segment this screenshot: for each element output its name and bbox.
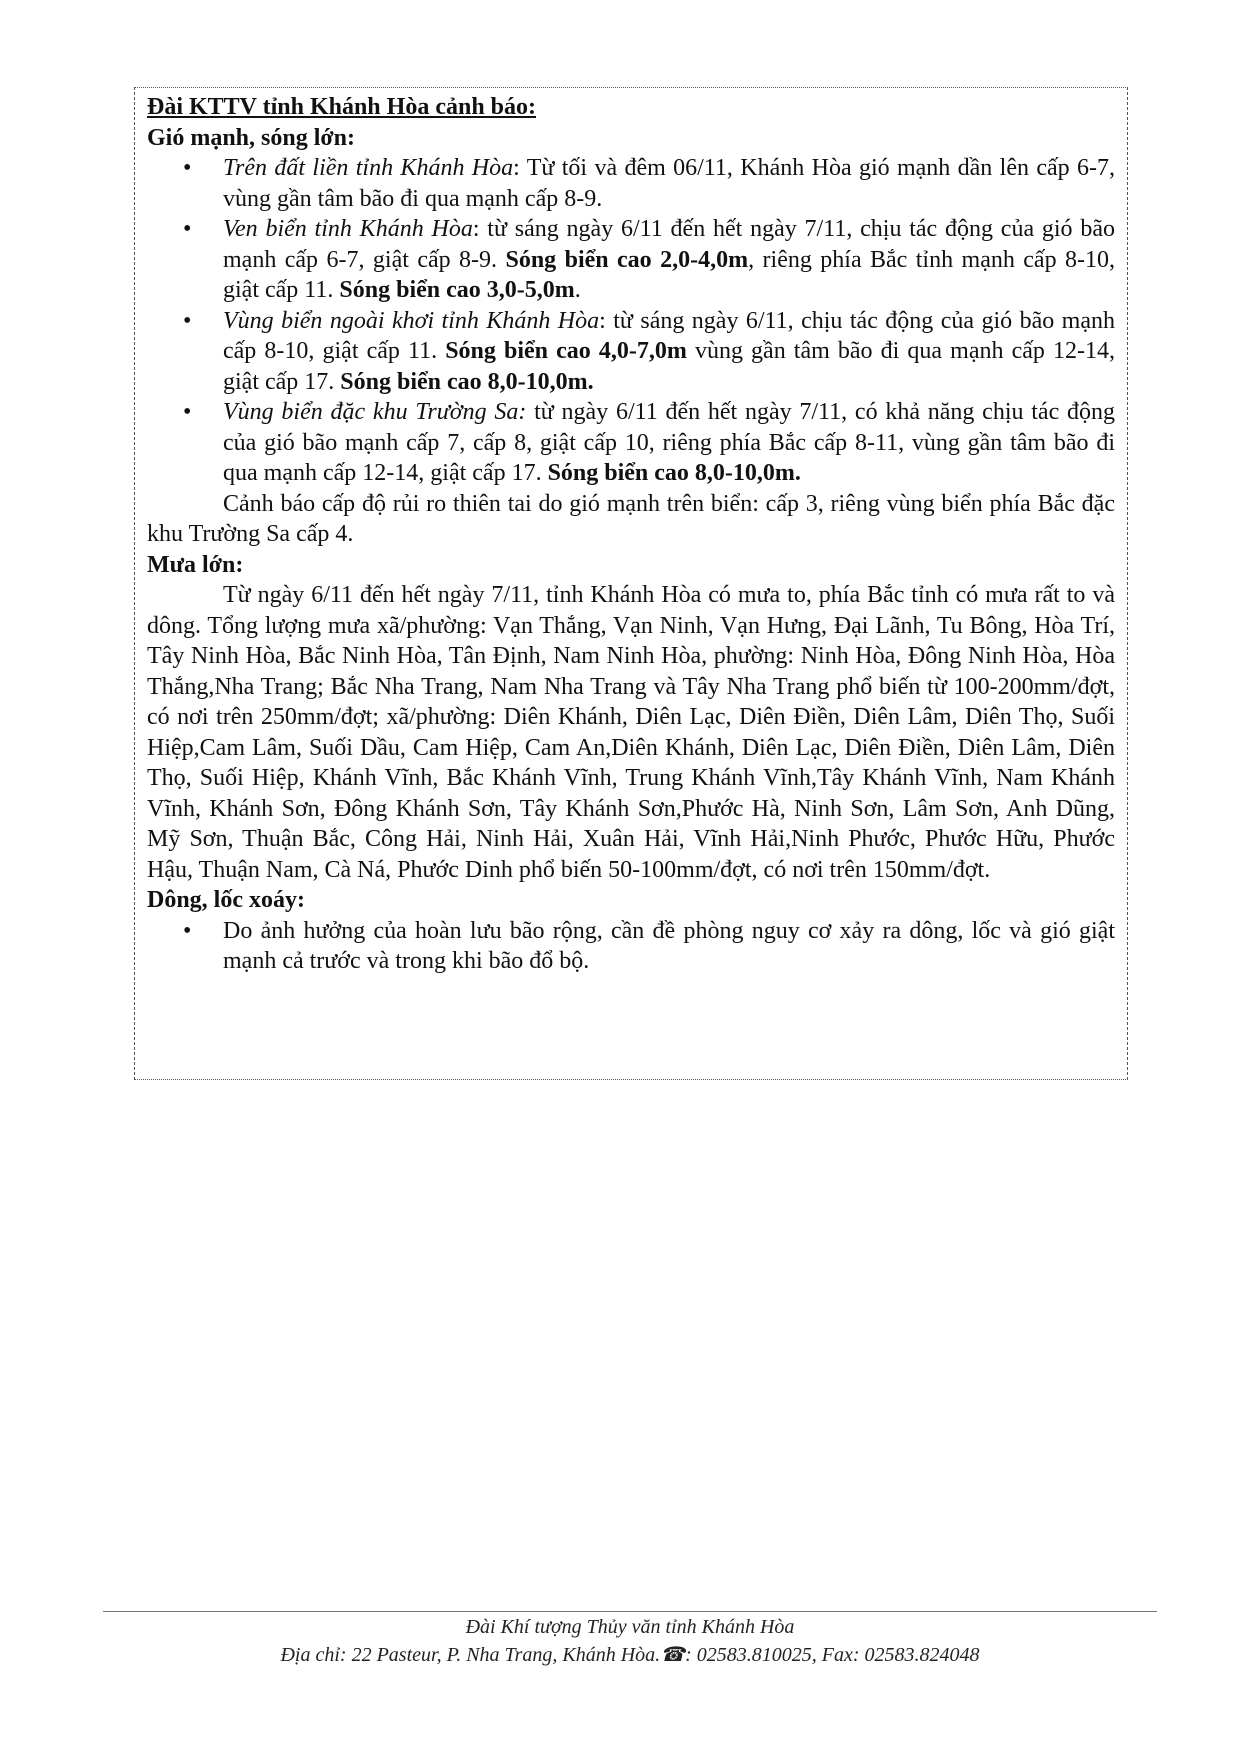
storm-text: Do ảnh hưởng của hoàn lưu bão rộng, cần đề phòng nguy cơ xảy ra dông, lốc và gió giật mạnh cả trước và trong khi bão đổ bộ. <box>223 917 1115 974</box>
rain-section-heading: Mưa lớn: <box>147 551 244 578</box>
list-item <box>147 214 1115 306</box>
warning-title: Đài KTTV tỉnh Khánh Hòa cảnh báo: <box>147 94 537 120</box>
storm-section-heading: Dông, lốc xoáy: <box>147 887 305 913</box>
area-name: Vùng biển đặc khu Trường Sa: <box>223 399 527 425</box>
warning-box <box>134 87 1128 1080</box>
area-name: Vùng biển ngoài khơi tỉnh Khánh Hòa <box>223 307 600 334</box>
area-text: : từ sáng ngày 6/11, chịu tác động của gió bão mạnh cấp 8-10, giật cấp 11. <box>223 307 1116 364</box>
phone-icon: ☎ <box>660 1644 686 1666</box>
area-text: : Từ tối và đêm 06/11, Khánh Hòa gió mạnh dần lên cấp 6-7, vùng gần tâm bão đi qua mạnh cấp 8-9. <box>223 155 1115 212</box>
area-text: từ ngày 6/11 đến hết ngày 7/11, có khả năng chịu tác động của gió bão mạnh cấp 7, cấp 8, giật cấp 10, riêng phía Bắc cấp 8-11, vùng gần tâm bão đi qua mạnh cấp 12-14, giật cấp 17. <box>223 399 1115 486</box>
list-item <box>147 153 1115 214</box>
area-name: Ven biển tỉnh Khánh Hòa <box>223 216 473 242</box>
bullet-icon: • <box>183 399 192 425</box>
wave-height: Sóng biển cao 8,0-10,0m. <box>340 368 594 395</box>
list-item <box>147 916 1115 977</box>
storm-list <box>147 916 1115 977</box>
rain-text: Từ ngày 6/11 đến hết ngày 7/11, tỉnh Khánh Hòa có mưa to, phía Bắc tỉnh có mưa rất to và dông. Tổng lượng mưa xã/phường: Vạn Thắng, Vạn Ninh, Vạn Hưng, Đại Lãnh, Tu Bông, Hòa Trí, Tây Ninh Hòa, Bắc Ninh Hòa, Tân Định, Nam Ninh Hòa, phường: Ninh Hòa, Đông Ninh Hòa, Hòa Thắng,Nha Trang; Bắc Nha Trang, Nam Nha Trang và Tây Nha Trang phổ biến từ 100-200mm/đợt, có nơi trên 250mm/đợt; xã/phường: Diên Khánh, Diên Lạc, Diên Điền, Diên Lâm, Diên Thọ, Suối Hiệp,Cam Lâm, Suối Dầu, Cam Hiệp, Cam An,Diên Khánh, Diên Lạc, Diên Điền, Diên Lâm, Diên Thọ, Suối Hiệp, Khánh Vĩnh, Bắc Khánh Vĩnh, Trung Khánh Vĩnh,Tây Khánh Vĩnh, Nam Khánh Vĩnh, Khánh Sơn, Đông Khánh Sơn, Tây Khánh Sơn,Phước Hà, Ninh Sơn, Lâm Sơn, Anh Dũng, Mỹ Sơn, Thuận Bắc, Công Hải, Ninh Hải, Xuân Hải, Vĩnh Hải,Ninh Phước, Phước Hữu, Phước Hậu, Thuận Nam, Cà Ná, Phước Dinh phổ biến 50-100mm/đợt, có nơi trên 150mm/đợt. <box>147 582 1115 883</box>
bullet-icon: • <box>183 307 192 334</box>
area-text: , riêng phía Bắc tỉnh mạnh cấp 8-10, giật cấp 11. <box>223 246 1115 303</box>
bullet-icon: • <box>183 216 192 242</box>
area-text: : từ sáng ngày 6/11 đến hết ngày 7/11, chịu tác động của gió bão mạnh cấp 6-7, giật cấp 8-9. <box>223 216 1115 273</box>
bullet-icon: • <box>183 155 192 181</box>
list-item <box>147 306 1115 398</box>
area-name: Trên đất liền tỉnh Khánh Hòa <box>223 155 514 181</box>
list-item <box>147 397 1115 489</box>
area-text: . <box>574 277 581 303</box>
footer-org: Đài Khí tượng Thủy văn tỉnh Khánh Hòa <box>465 1616 795 1638</box>
footer-phone-fax: : 02583.810025, Fax: 02583.824048 <box>685 1644 980 1666</box>
footer-divider <box>103 1611 1157 1612</box>
footer-address: Địa chỉ: 22 Pasteur, P. Nha Trang, Khánh Hòa. <box>280 1644 661 1666</box>
wave-height: Sóng biển cao 8,0-10,0m. <box>547 460 801 486</box>
wave-height: Sóng biển cao 4,0-7,0m <box>445 338 687 364</box>
wave-height: Sóng biển cao 2,0-4,0m <box>505 246 749 273</box>
footer-contact <box>103 1642 1157 1667</box>
wind-section-heading: Gió mạnh, sóng lớn: <box>147 124 356 151</box>
wave-height: Sóng biển cao 3,0-5,0m <box>339 277 575 303</box>
wind-list <box>147 153 1115 489</box>
bullet-icon: • <box>183 917 192 944</box>
area-text: vùng gần tâm bão đi qua mạnh cấp 12-14, giật cấp 17. <box>223 338 1115 395</box>
risk-note: Cảnh báo cấp độ rủi ro thiên tai do gió mạnh trên biển: cấp 3, riêng vùng biển phía Bắc đặc khu Trường Sa cấp 4. <box>147 490 1115 547</box>
